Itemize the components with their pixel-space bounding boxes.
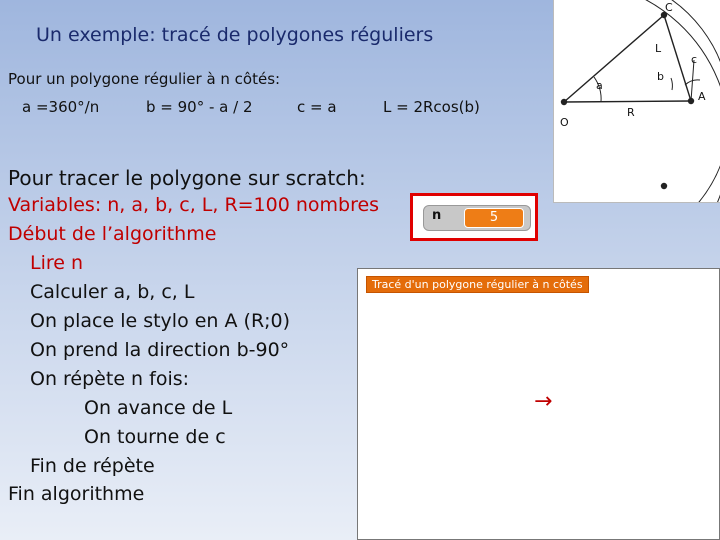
- label-a: a: [596, 79, 603, 92]
- arrow-right-icon[interactable]: →: [534, 389, 553, 414]
- label-c: c: [691, 53, 698, 66]
- algo-direction: On prend la direction b-90°: [30, 339, 290, 361]
- slide-title: Un exemple: tracé de polygones réguliers: [36, 24, 434, 46]
- algo-turn: On tourne de c: [84, 426, 226, 448]
- label-R: R: [627, 106, 635, 119]
- algo-place-pen: On place le stylo en A (R;0): [30, 310, 291, 332]
- label-O: O: [560, 116, 569, 129]
- label-L: L: [655, 42, 662, 55]
- formula-b: b = 90° - a / 2: [146, 98, 253, 116]
- algo-start: Début de l’algorithme: [8, 223, 217, 245]
- algo-read-n: Lire n: [30, 252, 84, 274]
- formula-L: L = 2Rcos(b): [383, 98, 480, 116]
- scratch-heading: Pour tracer le polygone sur scratch:: [8, 166, 366, 190]
- algo-move: On avance de L: [84, 397, 233, 419]
- variable-monitor[interactable]: [423, 205, 531, 231]
- stage-title: Tracé d'un polygone régulier à n côtés: [366, 276, 589, 293]
- variable-monitor-box: [410, 193, 538, 241]
- label-C: C: [665, 1, 673, 14]
- algo-end-repeat: Fin de répète: [30, 455, 155, 477]
- scratch-stage[interactable]: [357, 268, 720, 540]
- formula-a: a =360°/n: [22, 98, 100, 116]
- formula-c: c = a: [297, 98, 337, 116]
- label-b: b: [657, 70, 664, 83]
- algo-compute: Calculer a, b, c, L: [30, 281, 195, 303]
- algo-repeat: On répète n fois:: [30, 368, 190, 390]
- variable-value: 5: [464, 208, 524, 228]
- geometry-diagram: [554, 0, 720, 202]
- variable-name: n: [432, 208, 442, 223]
- algo-variables: Variables: n, a, b, c, L, R=100 nombres: [8, 194, 380, 216]
- label-A: A: [698, 90, 706, 103]
- geometry-figure: [553, 0, 720, 203]
- formula-heading: Pour un polygone régulier à n côtés:: [8, 70, 281, 88]
- algo-end: Fin algorithme: [8, 483, 145, 505]
